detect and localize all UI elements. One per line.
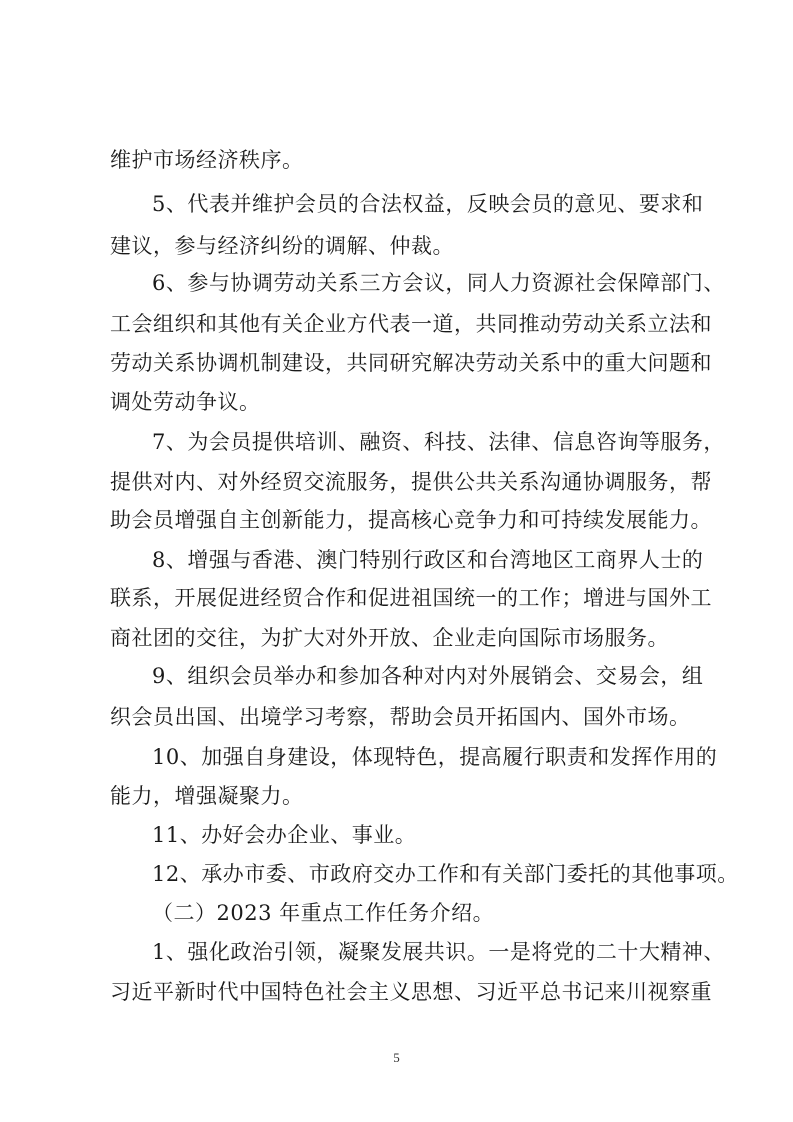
text-line: 助会员增强自主创新能力，提高核心竞争力和可持续发展能力。 <box>110 508 712 532</box>
text-line: 5、代表并维护会员的合法权益，反映会员的意见、要求和 <box>152 192 704 216</box>
text-line: 商社团的交往，为扩大对外开放、企业走向国际市场服务。 <box>110 626 669 650</box>
text-line: 12、承办市委、市政府交办工作和有关部门委托的其他事项。 <box>152 862 739 886</box>
text-line: 劳动关系协调机制建设，共同研究解决劳动关系中的重大问题和 <box>110 351 712 375</box>
text-line: 7、为会员提供培训、融资、科技、法律、信息咨询等服务， <box>152 430 725 454</box>
text-line: 工会组织和其他有关企业方代表一道，共同推动劳动关系立法和 <box>110 312 712 336</box>
text-line: 9、组织会员举办和参加各种对内对外展销会、交易会，组 <box>152 664 704 688</box>
text-line: 10、加强自身建设，体现特色，提高履行职责和发挥作用的 <box>152 745 718 769</box>
text-line: 调处劳动争议。 <box>110 390 261 414</box>
text-line: 11、办好会办企业、事业。 <box>152 823 417 847</box>
text-line: 提供对内、对外经贸交流服务，提供公共关系沟通协调服务，帮 <box>110 470 712 494</box>
text-line: 织会员出国、出境学习考察，帮助会员开拓国内、国外市场。 <box>110 705 691 729</box>
text-line: 6、参与协调劳动关系三方会议，同人力资源社会保障部门、 <box>152 271 725 295</box>
page-number: 5 <box>393 1050 400 1065</box>
text-line: 联系，开展促进经贸合作和促进祖国统一的工作；增进与国外工 <box>110 586 712 610</box>
text-line: 习近平新时代中国特色社会主义思想、习近平总书记来川视察重 <box>110 980 712 1004</box>
text-line: 8、增强与香港、澳门特别行政区和台湾地区工商界人士的 <box>152 548 704 572</box>
text-line: 能力，增强凝聚力。 <box>110 784 304 808</box>
text-line: 建议，参与经济纠纷的调解、仲裁。 <box>110 234 454 258</box>
section-heading: （二）2023 年重点工作任务介绍。 <box>152 901 495 925</box>
text-line: 1、强化政治引领，凝聚发展共识。一是将党的二十大精神、 <box>152 940 725 964</box>
text-line: 维护市场经济秩序。 <box>110 148 304 172</box>
